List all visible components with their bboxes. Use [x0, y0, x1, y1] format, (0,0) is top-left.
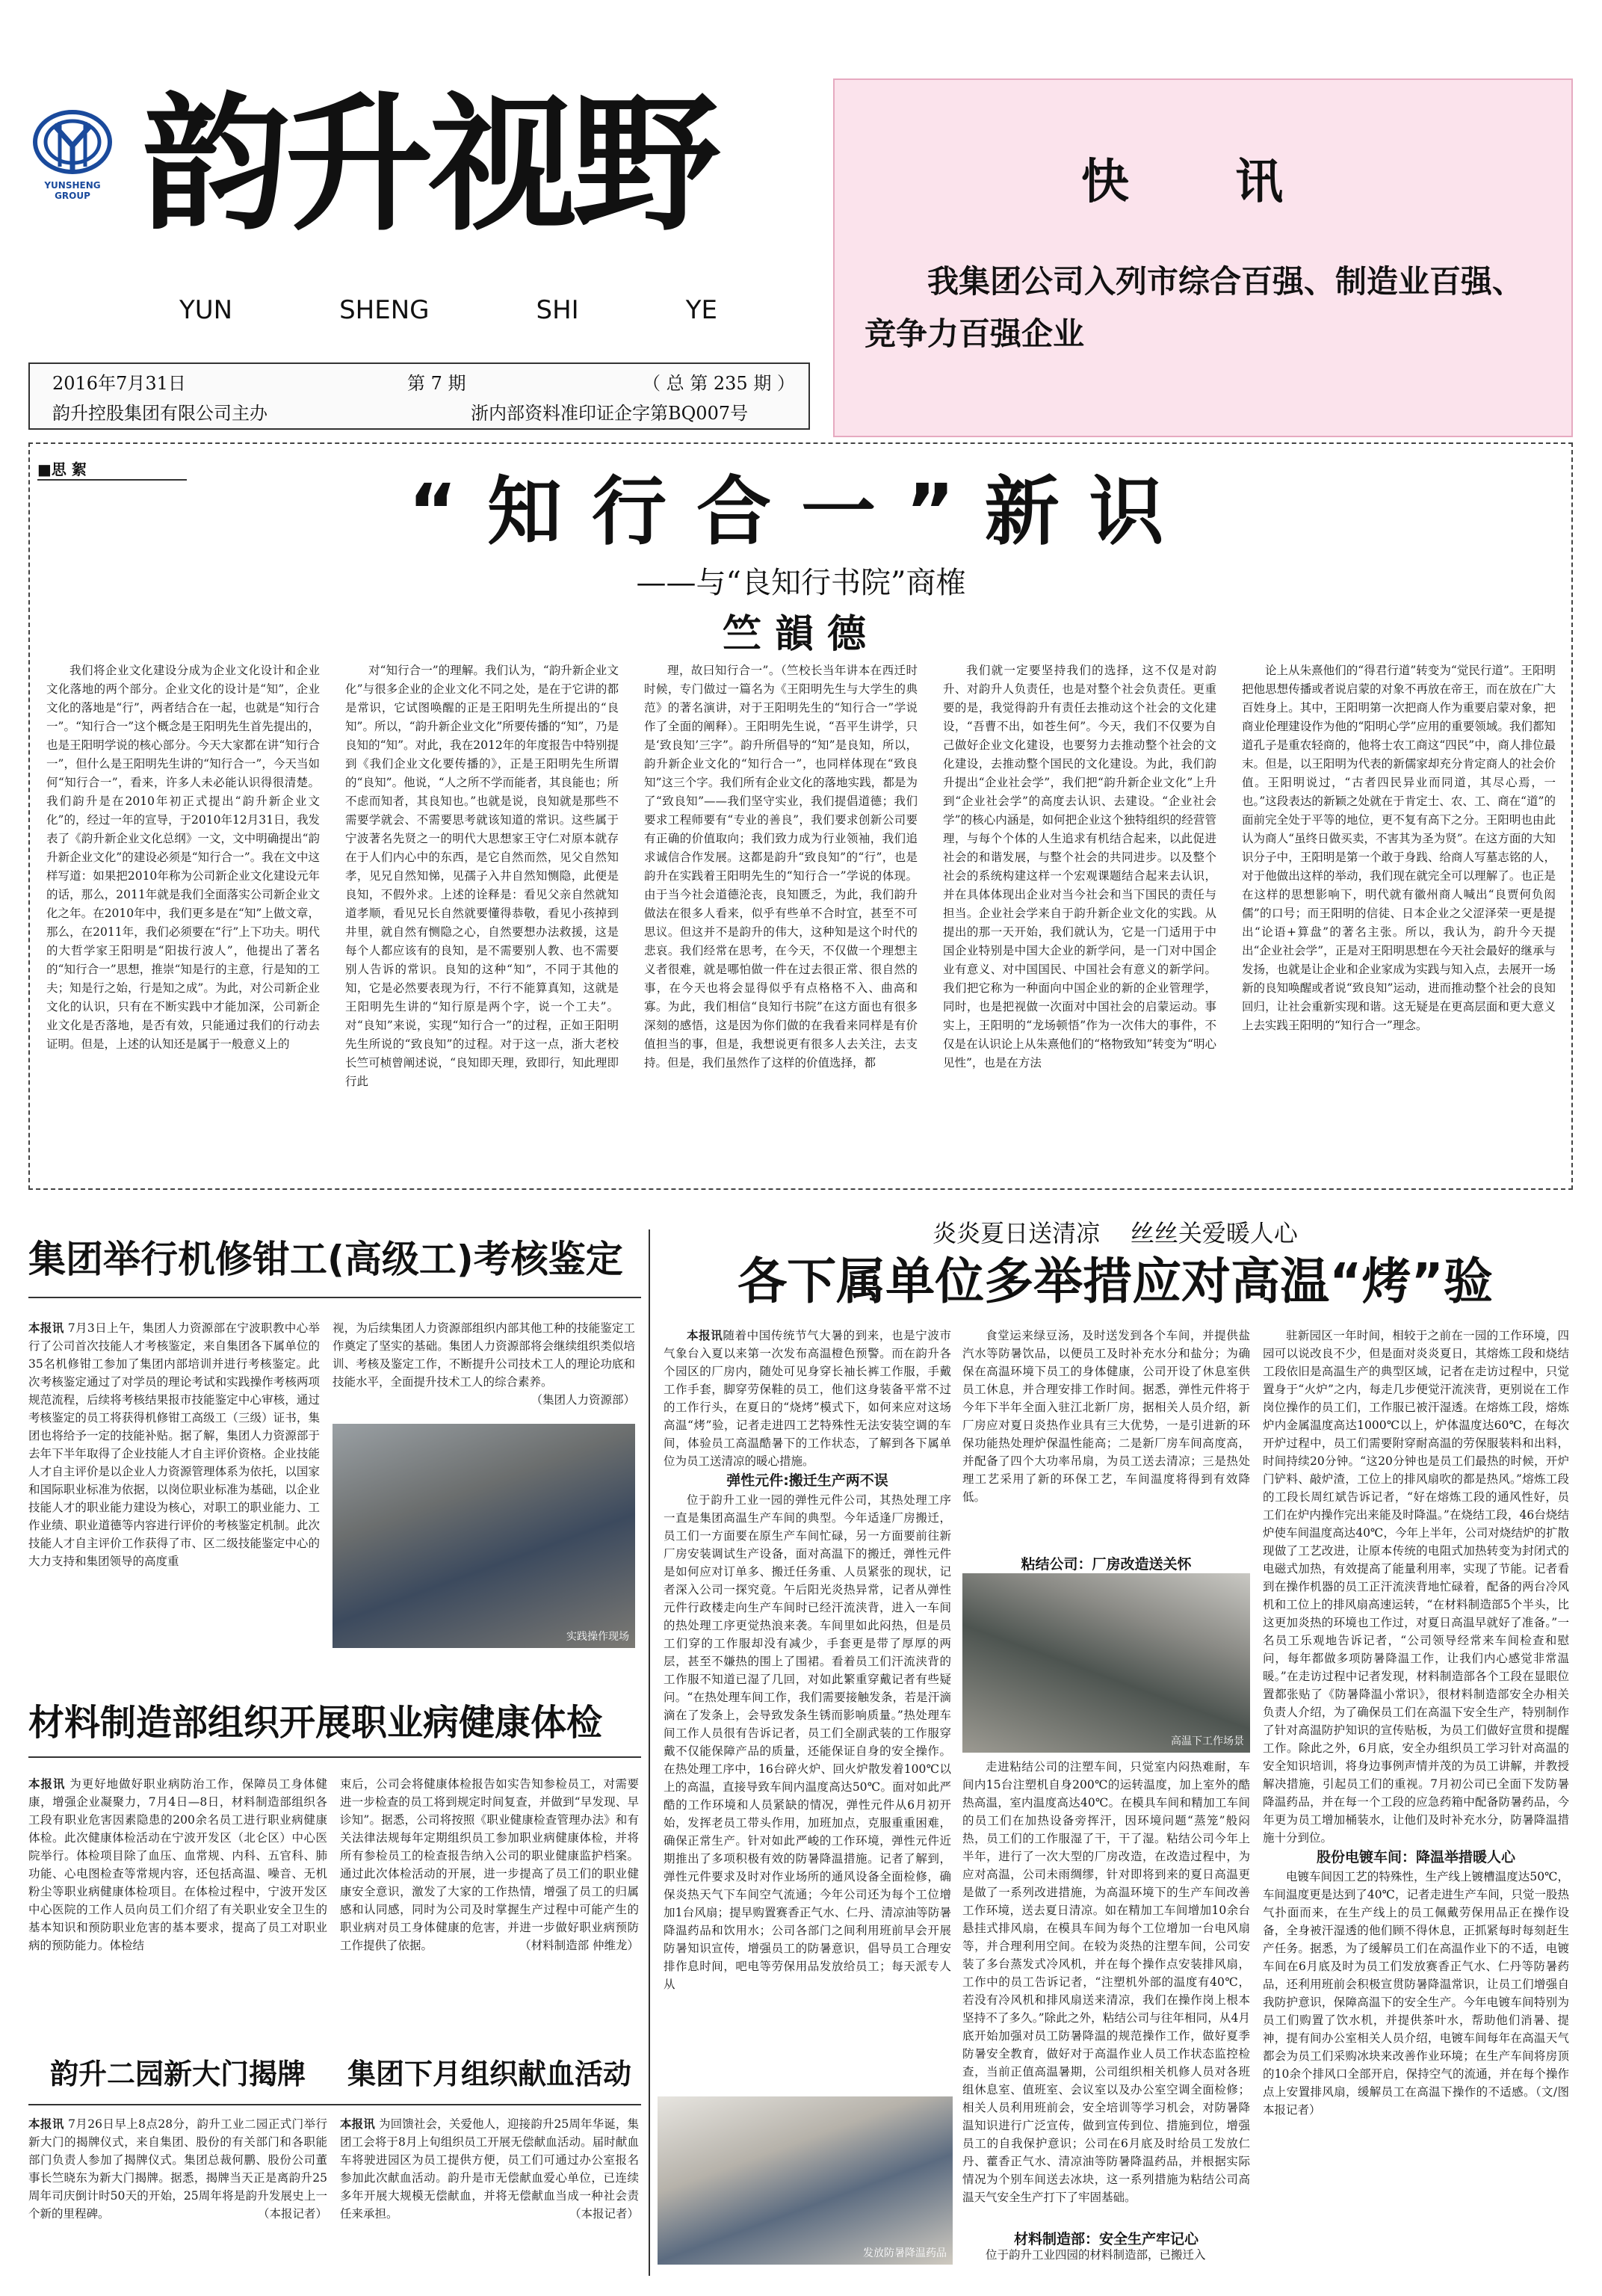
news-flash-text: 我集团公司入列市综合百强、制造业百强、竞争力百强企业: [865, 263, 1524, 352]
article-health-col2: [340, 1775, 639, 2037]
article-assessment-col2: [333, 1319, 635, 1416]
article-body: 7月26日早上8点28分，韵升工业二园正式门举行新大门的揭牌仪式，来自集团、股份的有关部门和各职能部门负责人参加了揭牌仪式。集团总裁何鹏、股份公司董事长竺晓东为新大门揭牌。据悉，揭牌当天正是离韵升25周年司庆倒计时50天的开始，25周年将是韵升发展史上一个新的里程碑。: [28, 2117, 327, 2221]
yunsheng-logo-icon: [31, 108, 114, 176]
article-gate-body: [28, 2115, 327, 2265]
article-blood-body: [340, 2115, 639, 2265]
article-lead: 本报讯: [28, 1321, 64, 1335]
article-body: 为更好地做好职业病防治工作，保障员工身体健康，增强企业凝聚力，7月4日—8日，材料制造部组织各工段有职业危害因素隐患的200余名员工进行职业病健康体检。此次健康体检活动在宁波开发区（北仑区）中心医院举行。体检项目除了血压、血常规、内科、五官科、肺功能、心电图检查等常规内容，还包括高温、噪音、无机粉尘等职业病健康体检项目。在体检过程中，宁波开发区中心医院的工作人员向员工们介绍了有关职业安全卫生的基本知识和预防职业危害的基本要求，提高了员工对职业病的预防能力。体检结: [28, 1777, 327, 1952]
issue-total: （ 总 第 235 期 ）: [643, 373, 795, 394]
divider: [28, 1756, 641, 1758]
article-body: 随着中国传统节气大暑的到来，也是宁波市气象台入夏以来第一次发布高温橙色预警。而在韵升各个园区的厂房内，随处可见身穿长袖长裤工作服，手戴工作手套，脚穿劳保鞋的员工，他们这身装备平常不过的工作行头，在夏日的“烧烤”模式下，如何来应对这场高温“烤”验，记者走进四工艺特殊性无法安装空调的车间，体验员工高温酷暑下的工作状态，了解到各下属单位为员工送清凉的暖心措施。: [664, 1329, 951, 1468]
issue-license: 浙内部资料准印证企字第BQ007号: [471, 403, 749, 424]
article-heat-title: 各下属单位多举措应对高温“烤”验: [737, 1253, 1493, 1310]
article-body: 视，为后续集团人力资源部组织内部其他工种的技能鉴定工作奠定了坚实的基础。集团人力资源部将会继续组织类似培训、考核及鉴定工作，不断提升公司技术工人的理论功底和技能水平，全面提升技术工人的综合素养。: [333, 1321, 635, 1389]
photo-caption: 实践操作现场: [566, 1631, 629, 1643]
article-heat-col3: [1263, 1327, 1569, 2272]
article-assessment-col1: [28, 1319, 320, 1648]
article-heat-col2b: [962, 1758, 1250, 2204]
news-flash-box: [833, 78, 1573, 437]
feature-subtitle: ——与“良知行书院”商榷: [636, 566, 966, 600]
article-heat-photo2: [658, 2096, 953, 2265]
pinyin-ye: YE: [685, 295, 717, 325]
article-body: 走进粘结公司的注塑车间，只觉室内闷热难耐，车间内15台注塑机自身200℃的运转温度，加上室外的酷热高温，室内温度高达40℃。在模具车间和精加工车间的员工们在加热设备旁挥汗，因环境问题“蒸笼”般闷热，员工们的工作服湿了干，干了湿。粘结公司今年上半年，进行了一次大型的厂房改造，在改造过程中，为应对高温，公司未雨绸缪，针对即将到来的夏日高温更是做了一系列改进措施，为高温环境下的生产车间改善工作环境，送去夏日清凉。如在精加工车间增加10余台悬挂式排风扇，在模具车间为每个工位增加一台电风扇等，并合理利用空间。在较为炎热的注塑车间，公司安装了多台蒸发式冷风机，并在每个操作点安装排风扇，工作中的员工告诉记者，“注塑机外部的温度有40℃，若没有冷风机和排风扇送来清凉，我们在操作岗上根本坚持不了多久。”除此之外，粘结公司与往年相同，从4月底开始加强对员工防暑降温的规范操作工作，做好夏季防暑安全教育，做好对于高温作业人员工作状态监控检查，当前正值高温暑期，公司组织相关机修人员对各班组休息室、值班室、会议室以及办公室空调全面检修；相关人员利用班前会，安全培训等学习机会，对防暑降温知识进行广泛宣传，做到宣传到位、措施到位，增强员工的自我保护意识；公司在6月底及时给员工发放仁丹、藿香正气水、清凉油等防暑降温药品，并根据实际情况为个别车间送去冰块，这一系列措施为粘结公司高温天气安全生产打下了牢固基础。: [962, 1760, 1250, 2204]
divider: [28, 1297, 641, 1298]
article-heat-col2a: [962, 1327, 1250, 1543]
article-signature: （文/图 本报记者）: [1263, 2085, 1569, 2117]
article-assessment-title: 集团举行机修钳工(高级工)考核鉴定: [28, 1238, 623, 1281]
article-body: 7月3日上午，集团人力资源部在宁波职教中心举行了公司首次技能人才考核鉴定，来自集团各下属单位的35名机修钳工参加了集团内部培训并进行考核鉴定。此次考核鉴定通过了对学员的理论考试和实践操作考核两项规范流程，后续将考核结果报市技能鉴定中心审核，通过考核鉴定的员工将获得机修钳工高级工（三级）证书，集团也将给予一定的技能补贴。据了解，集团人力资源部于去年下半年取得了企业技能人才自主评价资格。企业技能人才自主评价是以企业人力资源管理体系为依托，以国家和国际职业标准为依据，以岗位职业标准为基础，以企业技能人才的职业能力建设为核心，对职工的职业能力、工作业绩、职业道德等内容进行评价的考核鉴定机制。此次技能人才自主评价工作获得了市、区二级技能鉴定中心的大力支持和集团领导的高度重: [28, 1321, 320, 1568]
pinyin-sheng: SHENG: [339, 295, 430, 325]
article-lead: 本报讯: [340, 2117, 375, 2131]
article-signature: （本报记者）: [569, 2207, 639, 2221]
subhead-plating: 股份电镀车间：降温举措暖人心: [1316, 1849, 1515, 1866]
article-signature: （材料制造部 仲维龙）: [519, 1939, 639, 1952]
article-assessment-photo: [333, 1424, 635, 1648]
article-health-title: 材料制造部组织开展职业病健康体检: [28, 1702, 603, 1744]
feature-column-2: 对“知行合一”的理解。我们认为，“韵升新企业文化”与很多企业的企业文化不同之处，是在于它讲的都是常识，它试图唤醒的正是王阳明先生所提出的“良知”。所以，“韵升新企业文化”所要传播的“知”，乃是良知的“知”。对此，我在2012年的年度报告中特别提到《我们企业文化要传播的》，正是王阳明先生所谓的“良知”。他说，“人之所不学而能者，其良能也；所不虑而知者，其良知也。”也就是说，良知就是那些不需要学就会、不需要思考就该知道的常识。这些属于宁波著名先贤之一的明代大思想家王守仁对原本就存在于人们内心中的东西，是它自然而然，见父自然知孝，见兄自然知悌，见孺子入井自然知恻隐，此便是良知，不假外求。上述的诠释是：看见父亲自然就知道孝顺，看见兄长自然就要懂得恭敬，看见小孩掉到井里，就自然有恻隐之心，自然要想办法救援，这是每个人都应该有的良知，是不需要别人教、也不需要别人告诉的常识。良知的这种“知”，不同于其他的知，它是必然要表现为行，不行不能算真知，这就是王阳明先生讲的“知行原是两个字，说一个工夫”。对“良知”来说，实现“知行合一”的过程，正如王阳明先生所说的“致良知”的过程。对于这一点，浙大老校长竺可桢曾阐述说，“良知即天理，致即行，知此理即行此: [345, 664, 619, 1088]
logo: [31, 108, 114, 201]
feature-column-3: 理，故曰知行合一”。（竺校长当年讲本在西迁时时候，专门做过一篇名为《王阳明先生与大学生的典范》的著名演讲，对于王阳明先生的“知行合一”学说作了全面的阐释）。王阳明先生说，“吾平生讲学，只是‘致良知’三字”。韵升所倡导的“知”是良知，所以，韵升新企业文化的“知行合一”，也同样体现在“致良知”这三个字。我们所有企业文化的落地实践，都是为了“致良知”——我们坚守实业，我们提倡道德；我们要求工程师要有“专业的善良”，我们要求创新公司要有正确的价值取向；我们致力成为行业领袖，我们追求诚信合作发展。这都是韵升“致良知”的“行”，也是韵升在实践着王阳明先生的“知行合一”学说的体现。由于当今社会道德沦丧，良知匮乏，为此，我们韵升做法在很多人看来，似乎有些单不合时宜，甚至不可思议。但这并不是韵升的伟大，这种知是这个时代的悲哀。我们经常在思考，在今天，不仅做一个理想主义者很难，就是哪怕做一件在过去很正常、很自然的事，在今天也将会显得似乎有点格格不入、曲高和寡。为此，我们相信“良知行书院”在这方面也有很多深刻的感悟，这是因为你们做的在我看来同样是有价值担当的事，但是，我想说更有很多人去关注，去支持。但是，我们虽然作了这样的价值选择，都: [644, 664, 918, 1070]
article-lead: 本报讯: [28, 2117, 64, 2131]
news-flash-title: 快 讯: [1080, 154, 1329, 210]
article-blood-title: 集团下月组织献血活动: [347, 2058, 631, 2090]
article-heat-col2c: [962, 2246, 1250, 2268]
issue-number: 第 7 期: [407, 373, 466, 394]
subhead-elastic: 弹性元件:搬迁生产两不误: [726, 1472, 888, 1489]
pinyin-yun: YUN: [179, 295, 233, 325]
feature-author: 竺韻德: [722, 611, 879, 657]
article-gate-title: 韵升二园新大门揭牌: [49, 2058, 306, 2090]
logo-text: YUNSHENG GROUP: [44, 180, 101, 201]
feature-column-1: 我们将企业文化建设分成为企业文化设计和企业文化落地的两个部分。企业文化的设计是“知”，企业文化的落地是“行”，两者结合在一起，也就是“知行合一”。“知行合一”这个概念是王阳明先生首先提出的，也是王阳明学说的核心部分。今天大家都在讲“知行合一”，但什么是王阳明先生讲的“知行合一”，今天当如何“知行合一”，看来，许多人未必能认识得很清楚。我们韵升是在2010年初正式提出“韵升新企业文化”的，经过一年的宣导，于2010年12月31日，我发表了《韵升新企业文化总纲》一文，文中明确提出“韵升新企业文化”的建设必须是“知行合一”。我在文中这样写道：如果把2010年称为公司新企业文化建设元年的话，那么，2011年就是我们全面落实公司新企业文化之年。在2010年中，我们更多是在“知”上做文章，那么，在2011年，我们必须要在“行”上下功夫。明代的大哲学家王阳明是“阳拔行波人”，他提出了著名的“知行合一”思想，推崇“知是行的主意，行是知的工夫；知是行之始，行是知之成”。为此，对公司新企业文化的认识，只有在不断实践中才能加深，公司新企业文化是否落地，是否有效，只能通过我们的行动去证明。但是，上述的认知还是属于一般意义上的: [46, 664, 320, 1051]
article-health-col1: [28, 1775, 327, 2037]
masthead-title: 韵升视野: [142, 77, 716, 251]
subhead-materials: 材料制造部：安全生产牢记心: [1013, 2231, 1199, 2247]
article-lead: 本报讯: [687, 1328, 723, 1342]
divider: [28, 2104, 641, 2105]
issue-date: 2016年7月31日: [52, 373, 186, 394]
article-signature: （集团人力资源部）: [531, 1393, 635, 1407]
article-heat-kicker: 炎炎夏日送清凉 丝丝关爱暖人心: [933, 1219, 1298, 1247]
article-body: 电镀车间因工艺的特殊性，生产线上镀槽温度达50℃，车间温度更是达到了40℃，记者走进生产车间，只觉一股热气扑面而来，在生产线上的员工佩戴劳保用品正在操作设备，全身被汗湿透的他们顾不得休息，正抓紧每时每刻赶生产任务。据悉，为了缓解员工们在高温作业下的不适，电镀车间在6月底及时为员工们发放赛香正气水、仁丹等防暑药品，还利用班前会积极宣贯防暑降温常识，让员工们增强自我防护意识，保障高温下的安全生产。今年电镀车间特别为员工们购置了饮水机，并提供茶叶水，帮助他们消暑、提神，提有间办公室相关人员介绍，电镀车间每年在高温天气都会为员工们采购冰块来改善作业环境；在生产车间将房顶的10余个排风口全部开启，保持空气的流通，并在每个操作点上安置排风扇，缓解员工在高温下操作的不适感。: [1263, 1870, 1569, 2099]
article-body: 束后，公司会将健康体检报告如实告知参检员工，对需要进一步检查的员工将到规定时间复查，并做到“早发现、早诊知”。据悉，公司将按照《职业健康检查管理办法》和有关法律法规每年定期组织员工参加职业病健康体检，并将所有参检员工的检查报告纳入公司的职业健康监护档案。通过此次体检活动的开展，进一步提高了员工们的职业健康安全意识，激发了大家的工作热情，增强了员工的归属感和认同感，同时为公司及时掌握生产过程中可能产生的职业病对员工身体健康的危害，并进一步做好职业病预防工作提供了依据。: [340, 1777, 639, 1952]
issue-sponsor: 韵升控股集团有限公司主办: [52, 403, 267, 424]
masthead-pinyin: [179, 295, 717, 325]
issue-info-box: [28, 362, 810, 430]
article-signature: （本报记者）: [257, 2207, 327, 2221]
article-lead: 本报讯: [28, 1777, 66, 1791]
article-body: 食堂运来绿豆汤，及时送发到各个车间，并提供盐汽水等防暑饮品，以便员工及时补充水分和盐分；为确保在高温环境下员工的身体健康，公司开设了休息室供员工休息，并合理安排工作时间。据悉，弹性元件将于今年下半年全面入驻江北新厂房，据相关人员介绍，新厂房应对夏日炎热作业具有三大优势，一是引进新的环保功能热处理炉保温性能高；二是新厂房车间高度高，并配备了四个大功率吊扇，为员工送去清凉；三是热处理工艺采用了新的环保工艺，车间温度将得到有效降低。: [962, 1329, 1250, 1504]
subhead-bonded: 粘结公司：厂房改造送关怀: [1021, 1556, 1192, 1573]
article-heat-photo1: [962, 1573, 1250, 1753]
feature-title: “知行合一”新识: [408, 468, 1194, 555]
feature-section-label: ■思 絮: [37, 457, 187, 481]
photo-caption: 发放防暑降温药品: [863, 2247, 947, 2259]
article-body: 驻新园区一年时间，相较于之前在一园的工作环境，四园可以说改良不少，但是面对炎炎夏日，其熔炼工段和烧结工段依旧是高温生产的典型区域，记者在走访过程中，只觉置身于“火炉”之内，每走几步便觉汗流浃背，更别说在工作岗位操作的员工们，工作服已被汗湿透。在熔炼工段，熔炼炉内金属温度高达1000℃以上，炉体温度达60℃，在每次开炉过程中，员工们需要附穿耐高温的劳保服装料和出料，时间持续20分钟。“这20分钟也是员工们最热的时候，开炉门铲料、敲炉渣，工位上的排风扇吹的都是热风。”熔炼工段的工段长周红斌告诉记者，“好在熔炼工段的通风性好，员工们在炉内操作完出来能及时降温。”在烧结工段，46台烧结炉使车间温度高达40℃，今年上半年，公司对烧结炉的扩散现做了工艺改进，让原本传统的电阻式加热转变为封闭式的电磁式加热，有效提高了能量利用率，实现了节能。记者看到在操作机器的员工正汗流浃背地忙碌着，配备的两台冷风机和工位上的排风扇高速运转，“在材料制造部5个半头，比这更加炎热的环境也工作过，对夏日高温早就好了准备。”一名员工乐观地告诉记者，“公司领导经常来车间检查和慰问，每年都做多项防暑降温工作，让我们内心感觉非常温暖。”在走访过程中记者发现，材料制造部各个工段在显眼位置都张贴了《防暑降温小常识》，很材料制造部安全办相关负责人介绍，为了确保员工们在高温下安全生产，特别制作了针对高温防护知识的宣传贴板，为员工们做好宣贯和提醒工作。除此之外，6月底，安全办组织员工学习针对高温的安全知识培训，将身边事例声情并茂的为员工讲解，并教授解决措施，引起员工们的重视。7月初公司已全面下发防暑降温药品，并在每一个工段的应急药箱中配备防暑药品，今年更为员工增加桶装水，让他们及时补充水分，防暑降温措施十分到位。: [1263, 1329, 1569, 1845]
article-body: 位于韵升工业一园的弹性元件公司，其热处理工序一直是集团高温生产车间的典型。今年适逢厂房搬迁，员工们一方面要在原生产车间忙碌，另一方面要前往新厂房安装调试生产设备，面对高温下的搬迁，弹性元件是如何应对订单多、搬迁任务重、人员紧张的现状，记者深入公司一探究竟。午后阳光炎热异常，记者从弹性元件行政楼走向生产车间时已经汗流浃背，进入一车间的热处理工序更觉热浪来袭。车间里如此闷热，但是员工们穿的工作服却没有减少，手套更是带了厚厚的两层，甚至不嫌热的围上了围裙。看着员工们汗流浃背的工作服不知道已湿了几回，对如此繁重穿戴记者有些疑问。“在热处理车间工作，我们需要接触发条，若是汗滴滴在了发条上，会导致发条生锈而影响质量。”热处理车间工作人员很有告诉记者，员工们全副武装的工作服穿戴不仅能保障产品的质量，还能保证自身的安全操作。在热处理工序中，16台碎火炉、回火炉散发着100℃以上的高温，直接导致车间内温度高达50℃。面对如此严酷的工作环境和人员紧缺的情况，弹性元件从6月初开始，发挥老员工带头作用，加班加点，克服重重困难，确保正常生产。针对如此严峻的工作环境，弹性元件近期推出了多项积极有效的防暑降温措施。记者了解到，弹性元件要求及时对作业场所的通风设备全面检修，确保炎热天气下车间空气流通；今年公司还为每个工位增加1台风扇；提早购置赛香正气水、仁丹、清凉油等防暑降温药品和饮用水；公司各部门之间利用班前早会开展防暑知识宣传，增强员工的防暑意识，倡导员工合理安排作息时间，吧电等劳保用品发放给员工；每天派专人从: [664, 1493, 951, 1991]
feature-column-4: 我们就一定要坚持我们的选择，这不仅是对韵升、对韵升人负责任，也是对整个社会负责任。更重要的是，我觉得韵升有责任去推动这个社会的文化建设，“吾曹不出，如苍生何”。今天，我们不仅要为自己做好企业文化建设，也要努力去推动整个社会的文化建设，去推动整个国民的文化建设。为此，我们韵升提出“企业社会学”，我们把“韵升新企业文化”上升到“企业社会学”的高度去认识、去建设。“企业社会学”的核心内涵是，如何把企业这个独特组织的经营管理，与每个个体的人生追求有机结合起来，以此促进社会的和谐发展，与整个社会的共同进步。以及整个社会的系统构建这样一个宏观课题结合起来去认识，并在具体体现出企业对当今社会和当下国民的责任与担当。企业社会学来自于韵升新企业文化的实践。从提出的那一天开始，我们就认为，它是一门适用于中国企业特别是中国大企业的新学问，是一门对中国企业有意义、对中国国民、中国社会有意义的新学问。我们把它称为一种面向中国企业的新的企业管理学，同时，也是把视做一次面对中国社会的启蒙运动。事实上，王阳明的“龙场顿悟”作为一次伟大的事件，不仅是在认识论上从朱熹他们的“格物致知”转变为“明心见性”，也是在方法: [943, 664, 1216, 1070]
feature-column-5: 论上从朱熹他们的“得君行道”转变为“觉民行道”。王阳明把他思想传播或者说启蒙的对象不再放在帝王，而在放在广大百姓身上。其中，王阳明第一次把商人作为重要启蒙对象，把商业伦理建设作为他的“阳明心学”应用的重要领域。我们都知道孔子是重农轻商的，他将士农工商这“四民”中，商人排位最末。但是，以王阳明为代表的新儒家却充分肯定商人的社会价值。王阳明说过，“古者四民异业而同道，其尽心焉，一也。”这段表达的新颖之处就在于肯定士、农、工、商在“道”的面前完全处于平等的地位，更不复有高下之分。王阳明也由此认为商人“虽终日做买卖，不害其为圣为贤”。在这方面的大知识分子中，王阳明是第一个敢于身践、给商人写墓志铭的人，对于他做出这样的举动，我们现在就完全可以理解了。也正是在这样的思想影响下，明代就有徽州商人喊出“良贾何负闳儒”的口号；而王阳明的信徒、日本企业之父涩泽荣一更是提出“论语+算盘”的著名主张。所以，我认为，韵升今天提出“企业社会学”，正是对王阳明思想在今天社会最好的继承与发扬，也就是让企业和企业家成为实践与知入点，去展开一场新的良知唤醒或者说“致良知”运动，进而推动整个社会的良知回归，让社会重新实现和谐。这无疑是在更高层面和更大意义上去实践王阳明的“知行合一”理念。: [1242, 664, 1556, 1032]
column-divider: [649, 1229, 650, 2276]
article-body: 位于韵升工业四园的材料制造部，已搬迁入: [986, 2248, 1206, 2262]
article-body: 为回馈社会，关爱他人，迎接韵升25周年华诞，集团工会将于8月上旬组织员工开展无偿献血活动。届时献血车将驶进园区为员工提供方便，员工们可通过办公室报名参加此次献血活动。韵升是市无偿献血爱心单位，已连续多年开展大规模无偿献血，并将无偿献血当成一种社会责任来承担。: [340, 2117, 639, 2221]
pinyin-shi: SHI: [536, 295, 579, 325]
photo-caption: 高温下工作场景: [1171, 1735, 1244, 1747]
